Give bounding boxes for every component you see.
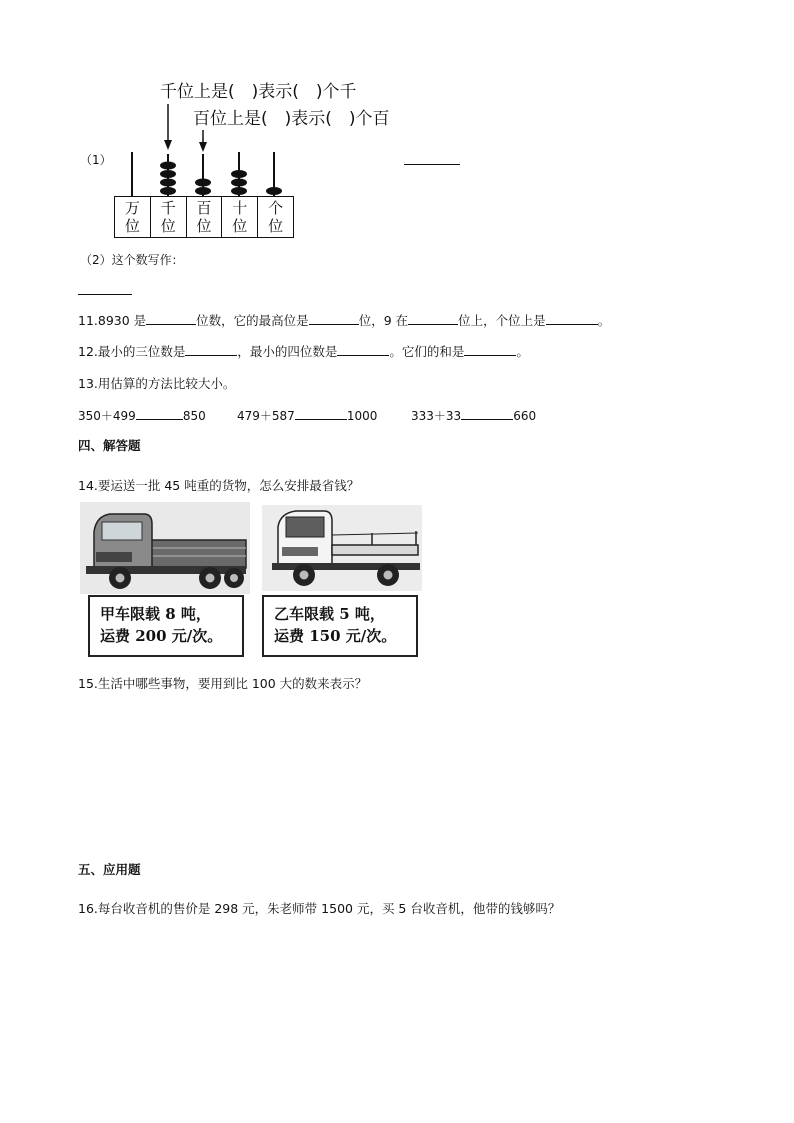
part1-label: （1） — [80, 153, 112, 167]
truck-a-capacity: 甲车限载 8 吨， — [100, 605, 211, 623]
question-12: 12.最小的三位数是 ，最小的四位数是 。它们的和是 。 — [78, 344, 529, 359]
blank[interactable] — [546, 313, 598, 325]
abacus-bead — [231, 179, 247, 187]
blank[interactable] — [295, 408, 347, 420]
blank[interactable] — [146, 313, 196, 325]
blank[interactable] — [337, 344, 389, 356]
abacus-bead — [160, 162, 176, 170]
abacus-bead — [195, 187, 211, 195]
part2-label: （2）这个数写作： — [80, 253, 184, 267]
answer-line-part1 — [404, 164, 460, 165]
abacus-bead — [160, 187, 176, 195]
blank[interactable] — [136, 408, 183, 420]
blank[interactable] — [461, 408, 513, 420]
blank[interactable] — [185, 344, 237, 356]
place-value-frame — [114, 196, 294, 238]
question-15: 15.生活中哪些事物，要用到比 100 大的数来表示？ — [78, 676, 368, 691]
column-ones: 个 位 — [268, 199, 284, 235]
comparison-3: 333＋33 660 — [411, 409, 537, 423]
comparison-1: 350＋499 850 — [78, 409, 206, 423]
question-14: 14.要运送一批 45 吨重的货物，怎么安排最省钱？ — [78, 478, 360, 493]
abacus-bead — [266, 187, 282, 195]
blank[interactable] — [464, 344, 516, 356]
truck-b-capacity: 乙车限载 5 吨， — [274, 605, 385, 623]
thousands-label: 千位上是( )表示( )个千 — [160, 82, 357, 102]
abacus-bead — [231, 187, 247, 195]
hundreds-label: 百位上是( )表示( )个百 — [193, 109, 390, 129]
section-4-heading: 四、解答题 — [78, 438, 141, 453]
column-thousands: 千 位 — [151, 197, 187, 237]
arrow-hundreds-head — [199, 142, 207, 152]
comparison-2: 479＋587 1000 — [237, 409, 378, 423]
abacus-bead — [160, 170, 176, 178]
abacus-illustration — [110, 100, 310, 200]
abacus-bead — [160, 179, 176, 187]
truck-b-fee: 运费 150 元/次。 — [274, 627, 397, 645]
truck-a-illustration — [80, 502, 250, 594]
question-11: 11.8930 是 位数，它的最高位是 位，9 在 位上，个位上是 。 — [78, 313, 611, 328]
column-tens: 十 位 — [222, 197, 258, 237]
question-16: 16.每台收音机的售价是 298 元，朱老师带 1500 元，买 5 台收音机，他带的钱够吗？ — [78, 901, 561, 916]
answer-line-part2 — [78, 294, 132, 295]
abacus-bead — [195, 179, 211, 187]
abacus-bead — [231, 170, 247, 178]
truck-a-info — [88, 595, 244, 657]
blank[interactable] — [408, 313, 458, 325]
column-hundreds: 百 位 — [187, 197, 223, 237]
section-5-heading: 五、应用题 — [78, 862, 141, 877]
column-ten-thousands: 万 位 — [115, 197, 151, 237]
blank[interactable] — [309, 313, 359, 325]
question-13-title: 13.用估算的方法比较大小。 — [78, 376, 236, 391]
truck-b-illustration — [262, 505, 422, 591]
truck-a-fee: 运费 200 元/次。 — [100, 627, 223, 645]
arrow-thousands-head — [164, 140, 172, 150]
truck-b-info — [262, 595, 418, 657]
